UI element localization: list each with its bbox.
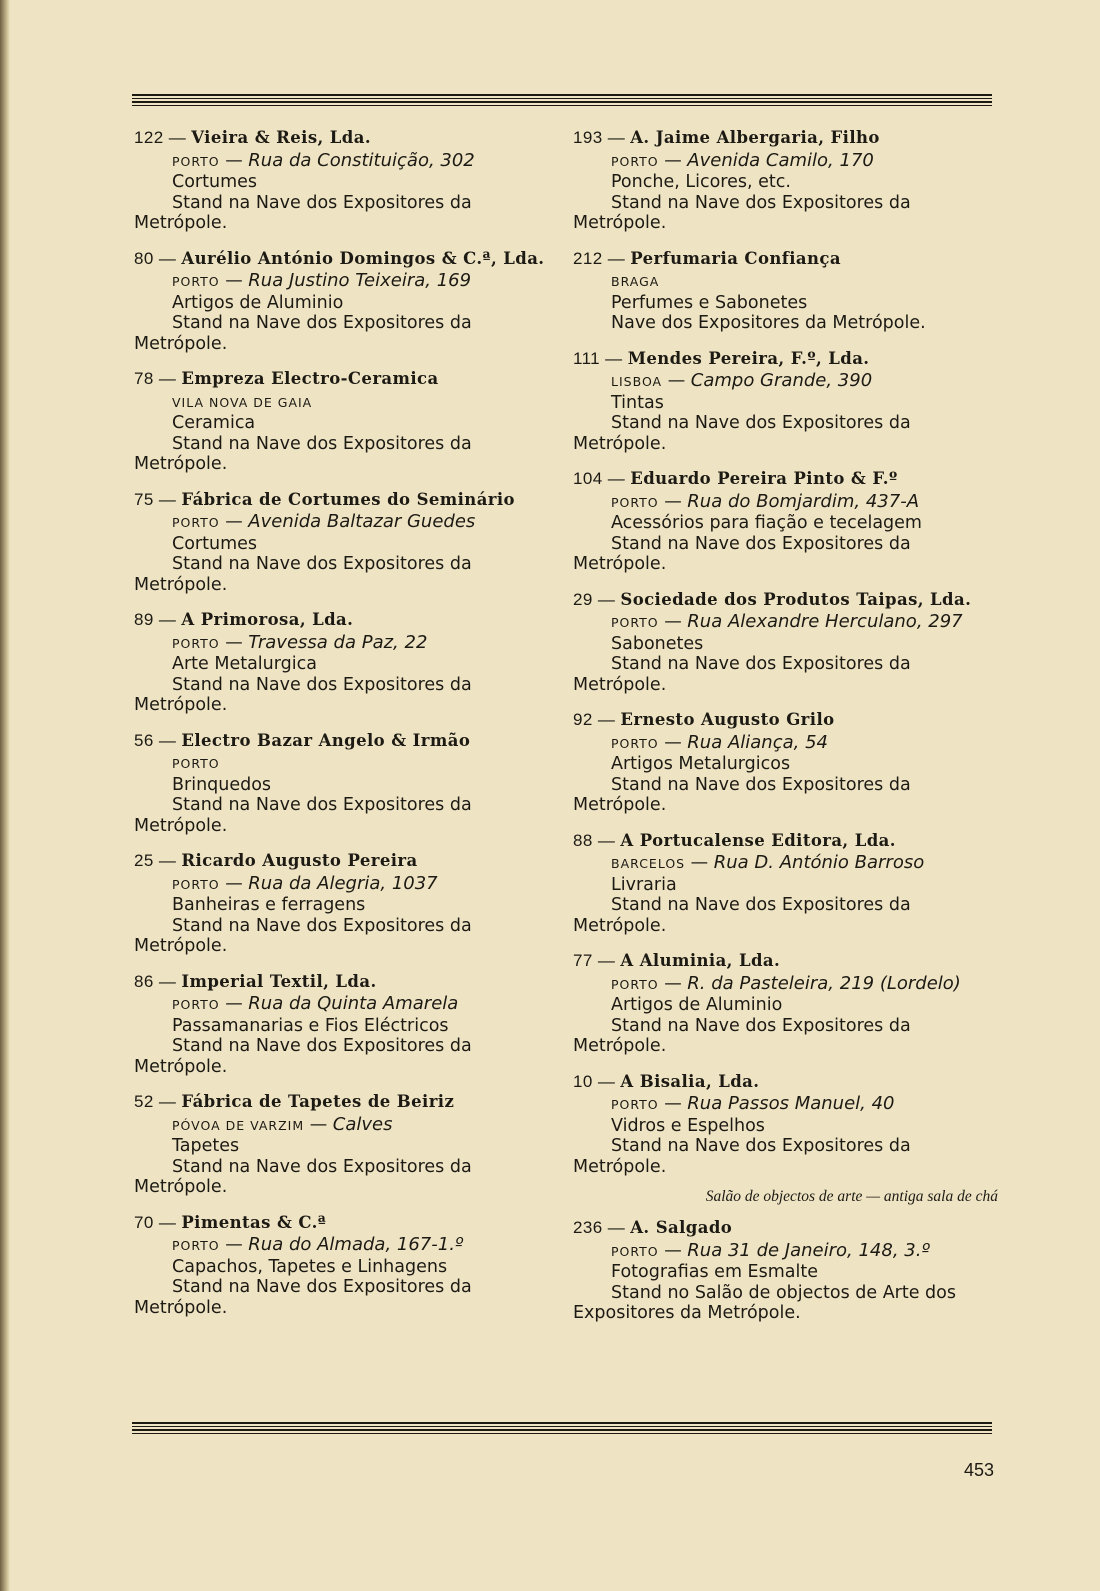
entry-address: Campo Grande, 390: [690, 370, 873, 391]
entry-heading: [573, 590, 998, 611]
entry-product: Tintas: [611, 392, 664, 413]
address-dash: —: [219, 512, 249, 532]
entry-city: PORTO: [611, 735, 659, 751]
entry-product: Vidros e Espelhos: [611, 1115, 765, 1136]
entry-heading: [134, 490, 549, 511]
entry-address: Rua Aliança, 54: [687, 731, 828, 753]
entry-location: [573, 1241, 998, 1263]
exhibitor-name: Sociedade dos Produtos Taipas, Lda.: [620, 589, 972, 609]
entry-number: 29: [573, 589, 593, 609]
entry-stand: Stand na Nave dos Expositores da Metrópole.: [573, 654, 911, 695]
entry-stand: Stand na Nave dos Expositores da Metrópole.: [573, 1015, 911, 1056]
exhibitor-entry: [134, 490, 549, 596]
entry-number: 236: [573, 1218, 603, 1237]
entry-product: Capachos, Tapetes e Linhagens: [172, 1256, 448, 1277]
exhibitor-entry: [134, 972, 549, 1078]
right-column: [573, 128, 998, 1339]
entry-location: [134, 633, 549, 655]
entry-stand: Stand no Salão de objectos de Arte dos Expositores da Metrópole.: [573, 1282, 956, 1323]
exhibitor-entry: [573, 710, 998, 816]
entry-location: [134, 1235, 549, 1257]
entry-heading: [134, 128, 549, 149]
entry-dash: —: [153, 851, 182, 870]
entry-city: BRAGA: [611, 274, 660, 289]
entry-city: PORTO: [172, 635, 220, 651]
entry-number: 193: [573, 128, 603, 147]
entry-dash: —: [153, 730, 182, 750]
page-number: 453: [963, 1460, 994, 1480]
entry-location: [573, 612, 998, 634]
address-dash: —: [658, 732, 688, 753]
entry-stand: Stand na Nave dos Expositores da Metrópole.: [134, 674, 472, 715]
entry-stand: Stand na Nave dos Expositores da Metrópole.: [573, 413, 911, 454]
entry-stand: Stand na Nave dos Expositores da Metrópole.: [573, 774, 911, 815]
address-dash: —: [662, 371, 691, 391]
entry-dash: —: [602, 469, 631, 488]
entry-dash: —: [592, 589, 621, 609]
entry-address: Calves: [332, 1113, 393, 1135]
entry-product: Cortumes: [172, 172, 258, 192]
address-dash: —: [219, 632, 249, 653]
entry-number: 212: [573, 248, 603, 268]
entry-dash: —: [153, 971, 182, 991]
entry-number: 104: [573, 469, 603, 488]
entry-number: 25: [134, 851, 154, 870]
entry-product: Banheiras e ferragens: [172, 895, 366, 915]
entry-city: PORTO: [611, 153, 659, 169]
entry-stand: Stand na Nave dos Expositores da Metrópole.: [134, 192, 472, 233]
entry-address: Rua da Constituição, 302: [248, 149, 475, 171]
exhibitor-name: Vieira & Reis, Lda.: [191, 128, 371, 147]
entry-location: [573, 974, 998, 996]
entry-heading: [134, 610, 549, 631]
entry-dash: —: [592, 710, 621, 729]
entry-product: Cortumes: [172, 533, 258, 554]
entry-city: PORTO: [611, 1243, 659, 1259]
book-spine-shadow: [0, 0, 10, 1591]
exhibitor-name: A Portucalense Editora, Lda.: [620, 830, 896, 850]
entry-city: PORTO: [611, 1097, 659, 1112]
entry-product: Arte Metalurgica: [172, 654, 317, 674]
entry-address: Avenida Baltazar Guedes: [248, 511, 476, 532]
exhibitor-entry: [573, 249, 998, 334]
entry-number: 56: [134, 730, 154, 750]
entry-product: Livraria: [611, 874, 677, 895]
entry-dash: —: [602, 128, 631, 147]
bottom-rule: [132, 1422, 992, 1436]
entry-number: 75: [134, 489, 154, 509]
entry-heading: [573, 469, 998, 490]
address-dash: —: [304, 1114, 333, 1135]
entry-city: BARCELOS: [611, 856, 686, 871]
entry-dash: —: [153, 610, 182, 629]
entry-heading: [573, 951, 998, 972]
exhibitor-name: Mendes Pereira, F.º, Lda.: [627, 348, 870, 368]
exhibitor-entry: [134, 128, 549, 234]
entry-stand: Stand na Nave dos Expositores da Metrópole.: [573, 192, 911, 233]
entry-stand: Stand na Nave dos Expositores da Metrópole.: [134, 1156, 472, 1197]
exhibitor-name: Aurélio António Domingos & C.ª, Lda.: [181, 248, 545, 268]
entry-address: Avenida Camilo, 170: [687, 149, 874, 171]
exhibitor-entry: [134, 610, 549, 716]
entry-dash: —: [153, 1092, 182, 1111]
entry-city: PORTO: [172, 515, 220, 530]
entry-address: Rua da Quinta Amarela: [248, 993, 459, 1014]
exhibitor-name: Electro Bazar Angelo & Irmão: [181, 730, 471, 750]
entry-location: [573, 1094, 998, 1116]
entry-city: PORTO: [172, 756, 220, 771]
entry-address: Rua Passos Manuel, 40: [687, 1093, 895, 1114]
address-dash: —: [658, 612, 688, 632]
entry-product: Fotografias em Esmalte: [611, 1262, 818, 1282]
exhibitor-entry: [573, 831, 998, 937]
exhibitor-name: A. Jaime Albergaria, Filho: [630, 128, 880, 147]
exhibitor-name: Perfumaria Confiança: [630, 248, 841, 268]
entry-location: [134, 753, 549, 775]
entry-number: 122: [134, 128, 164, 147]
entry-number: 78: [134, 369, 154, 388]
exhibitor-name: Ricardo Augusto Pereira: [181, 851, 418, 870]
entry-dash: —: [153, 369, 182, 388]
exhibitor-name: Empreza Electro-Ceramica: [181, 369, 439, 388]
entry-location: [573, 733, 998, 755]
exhibitor-entry: [134, 249, 549, 355]
exhibitor-name: Fábrica de Tapetes de Beiriz: [181, 1092, 455, 1111]
exhibitor-name: Ernesto Augusto Grilo: [620, 710, 835, 729]
entry-number: 86: [134, 971, 154, 991]
address-dash: —: [219, 994, 249, 1014]
left-column: [134, 128, 549, 1333]
address-dash: —: [219, 1235, 249, 1255]
entry-product: Perfumes e Sabonetes: [611, 292, 808, 313]
entry-location: [134, 392, 549, 414]
address-dash: —: [219, 271, 249, 291]
address-dash: —: [658, 973, 688, 994]
entry-heading: [134, 249, 549, 270]
entry-stand: Stand na Nave dos Expositores da Metrópole.: [134, 1036, 472, 1077]
entry-location: [134, 512, 549, 534]
address-dash: —: [219, 150, 249, 171]
exhibitor-name: Eduardo Pereira Pinto & F.º: [630, 469, 898, 488]
exhibitor-entry: [573, 1072, 998, 1178]
entry-location: [573, 271, 998, 293]
entry-stand: Nave dos Expositores da Metrópole.: [611, 313, 926, 333]
entry-product: Artigos de Aluminio: [611, 995, 783, 1015]
entry-city: PORTO: [172, 876, 220, 892]
entry-city: PÓVOA DE VARZIM: [172, 1117, 305, 1133]
entry-address: Travessa da Paz, 22: [248, 631, 428, 653]
entry-heading: [134, 851, 549, 872]
entry-address: Rua do Bomjardim, 437-A: [687, 490, 920, 512]
exhibitor-entry: [573, 590, 998, 696]
address-dash: —: [658, 150, 688, 171]
entry-dash: —: [602, 1218, 631, 1237]
exhibitor-entry: [134, 731, 549, 837]
entry-number: 77: [573, 951, 593, 970]
entry-stand: Stand na Nave dos Expositores da Metrópole.: [134, 313, 472, 354]
entry-dash: —: [163, 128, 192, 147]
entry-city: PORTO: [611, 615, 659, 630]
entry-product: Ceramica: [172, 413, 256, 433]
entry-dash: —: [602, 248, 631, 268]
exhibitor-name: Pimentas & C.ª: [181, 1212, 327, 1232]
exhibitor-name: A Primorosa, Lda.: [181, 610, 354, 629]
entry-city: PORTO: [611, 976, 659, 992]
entry-heading: [573, 249, 998, 270]
entry-address: Rua Alexandre Herculano, 297: [687, 611, 963, 632]
entry-dash: —: [600, 348, 628, 368]
entry-number: 10: [573, 1071, 593, 1091]
entry-heading: [573, 710, 998, 731]
entry-city: VILA NOVA DE GAIA: [172, 394, 313, 410]
exhibitor-entry: [573, 1218, 998, 1324]
right-entries: [573, 128, 998, 1177]
entry-dash: —: [153, 489, 182, 509]
entry-stand: Stand na Nave dos Expositores da Metrópole.: [134, 554, 472, 595]
entry-city: PORTO: [611, 494, 659, 510]
entry-location: [134, 271, 549, 293]
entry-stand: Stand na Nave dos Expositores da Metrópole.: [134, 915, 472, 956]
entry-number: 89: [134, 610, 154, 629]
exhibitor-name: A Aluminia, Lda.: [620, 951, 781, 970]
entry-heading: [134, 369, 549, 390]
entry-address: Rua do Almada, 167-1.º: [248, 1234, 464, 1255]
entry-number: 70: [134, 1212, 154, 1232]
entry-product: Passamanarias e Fios Eléctricos: [172, 1015, 449, 1036]
entry-dash: —: [153, 1212, 182, 1232]
entry-heading: [134, 1213, 549, 1234]
entry-heading: [573, 349, 998, 370]
exhibitor-entry: [134, 369, 549, 475]
entry-address: Rua Justino Teixeira, 169: [248, 270, 472, 291]
exhibitor-name: Fábrica de Cortumes do Seminário: [181, 489, 515, 509]
exhibitor-entry: [573, 951, 998, 1057]
entry-location: [573, 853, 998, 875]
entry-location: [573, 151, 998, 173]
exhibitor-entry: [134, 851, 549, 957]
address-dash: —: [658, 1094, 688, 1114]
address-dash: —: [685, 853, 714, 873]
entry-city: PORTO: [172, 274, 220, 289]
entry-dash: —: [592, 830, 621, 850]
entry-number: 111: [573, 348, 601, 368]
entry-location: [134, 151, 549, 173]
entry-stand: Stand na Nave dos Expositores da Metrópole.: [573, 895, 911, 936]
entry-location: [573, 371, 998, 393]
exhibitor-name: Imperial Textil, Lda.: [181, 971, 377, 991]
entry-dash: —: [153, 248, 182, 268]
section-entries: [573, 1218, 998, 1324]
exhibitor-entry: [573, 349, 998, 455]
exhibitor-entry: [134, 1213, 549, 1319]
entry-heading: [573, 831, 998, 852]
entry-dash: —: [592, 951, 621, 970]
entry-stand: Stand na Nave dos Expositores da Metrópole.: [134, 795, 472, 836]
exhibitor-name: A. Salgado: [630, 1218, 733, 1237]
entry-city: PORTO: [172, 997, 220, 1012]
exhibitor-name: A Bisalia, Lda.: [620, 1071, 760, 1091]
entry-address: Rua 31 de Janeiro, 148, 3.º: [687, 1239, 930, 1261]
exhibitor-entry: [573, 469, 998, 575]
entry-number: 52: [134, 1092, 154, 1111]
entry-product: Tapetes: [172, 1136, 240, 1156]
entry-number: 80: [134, 248, 154, 268]
entry-number: 88: [573, 830, 593, 850]
entry-stand: Stand na Nave dos Expositores da Metrópole.: [573, 533, 911, 574]
entry-stand: Stand na Nave dos Expositores da Metrópole.: [134, 1277, 472, 1318]
exhibitor-entry: [134, 1092, 549, 1198]
top-rule: [132, 94, 992, 108]
entry-product: Artigos Metalurgicos: [611, 754, 791, 774]
entry-dash: —: [592, 1071, 621, 1091]
entry-product: Ponche, Licores, etc.: [611, 172, 791, 192]
entry-location: [134, 1115, 549, 1137]
entry-location: [134, 994, 549, 1016]
entry-number: 92: [573, 710, 593, 729]
section-title: Salão de objectos de arte — antiga sala de chá: [705, 1188, 998, 1205]
entry-heading: [573, 1218, 998, 1239]
entry-location: [134, 874, 549, 896]
entry-stand: Stand na Nave dos Expositores da Metrópole.: [573, 1136, 911, 1177]
entry-product: Sabonetes: [611, 633, 704, 654]
entry-product: Artigos de Aluminio: [172, 292, 344, 313]
entry-stand: Stand na Nave dos Expositores da Metrópole.: [134, 433, 472, 474]
entry-product: Brinquedos: [172, 774, 272, 795]
address-dash: —: [658, 1240, 688, 1261]
entry-address: R. da Pasteleira, 219 (Lordelo): [687, 972, 961, 994]
entry-city: LISBOA: [611, 374, 663, 389]
entry-city: PORTO: [172, 1238, 220, 1253]
entry-city: PORTO: [172, 153, 220, 169]
address-dash: —: [658, 491, 688, 512]
entry-product: Acessórios para fiação e tecelagem: [611, 513, 922, 533]
entry-heading: [134, 731, 549, 752]
entry-heading: [573, 128, 998, 149]
entry-heading: [134, 972, 549, 993]
address-dash: —: [219, 873, 249, 894]
entry-address: Rua da Alegria, 1037: [248, 872, 438, 894]
exhibitor-entry: [573, 128, 998, 234]
entry-heading: [573, 1072, 998, 1093]
entry-address: Rua D. António Barroso: [713, 852, 925, 873]
entry-location: [573, 492, 998, 514]
entry-heading: [134, 1092, 549, 1113]
